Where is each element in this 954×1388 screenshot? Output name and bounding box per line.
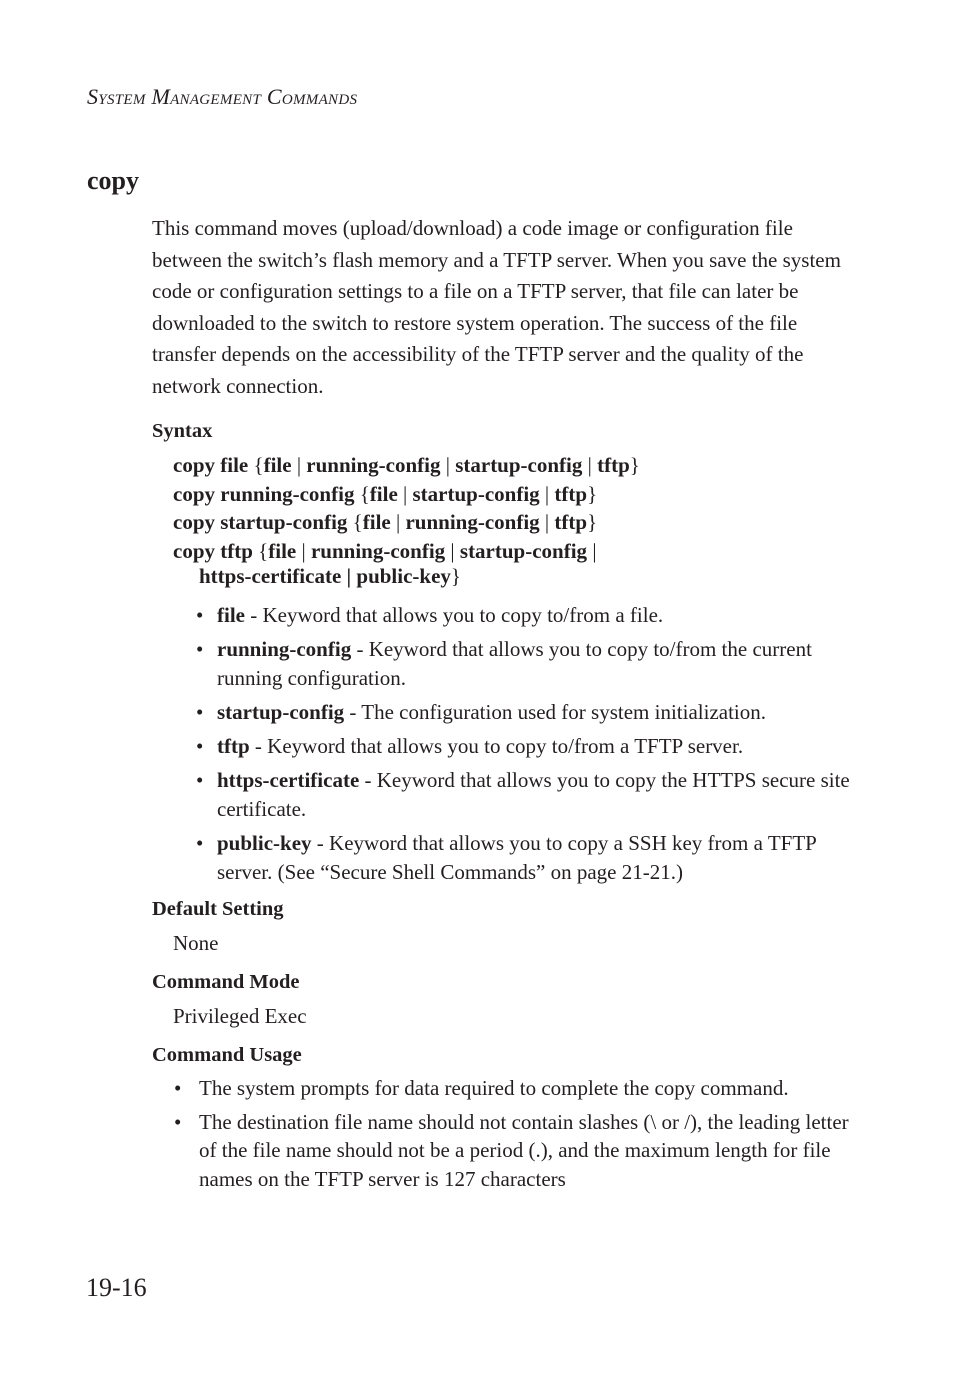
parameter-item: • tftp - Keyword that allows you to copy to/from a TFTP server.: [196, 734, 744, 758]
command-title: copy: [87, 166, 139, 195]
parameter-item: • running-config - Keyword that allows you to copy to/from the current running configuration.: [196, 637, 812, 690]
command-usage-heading: Command Usage: [152, 1044, 302, 1066]
syntax-command: copy running-config: [173, 481, 355, 506]
parameter-description: - Keyword that allows you to copy a SSH key from a TFTP server. (See “Secure Shell Commands” on page 21-21.): [217, 831, 817, 884]
syntax-line-copy-tftp: copy tftp {file | running-config | startup-config |: [173, 538, 597, 563]
parameter-keyword: public-key: [217, 831, 312, 855]
usage-item: • The system prompts for data required to complete the copy command.: [174, 1076, 789, 1100]
syntax-block: [173, 451, 852, 587]
usage-item: • The destination file name should not contain slashes (\ or /), the leading letter of the file name should not be a period (.), and the maximum length for file names on the TFTP server is 127 characters: [174, 1109, 849, 1191]
parameter-list: [152, 601, 852, 887]
parameter-description: - Keyword that allows you to copy the HTTPS secure site certificate.: [217, 768, 850, 821]
parameter-keyword: https-certificate: [217, 768, 360, 792]
command-mode-value: Privileged Exec: [173, 1004, 307, 1028]
syntax-line-copy-tftp-continued: https-certificate | public-key}: [199, 564, 462, 588]
parameter-description: - Keyword that allows you to copy to/from the current running configuration.: [217, 637, 812, 690]
default-setting-value: None: [173, 931, 219, 955]
syntax-heading: Syntax: [152, 420, 213, 442]
usage-text: The system prompts for data required to complete the copy command.: [199, 1076, 789, 1100]
syntax-command: copy tftp: [173, 538, 253, 563]
running-header: System Management Commands: [87, 84, 358, 109]
command-body: [152, 213, 852, 1198]
parameter-item: • public-key - Keyword that allows you to copy a SSH key from a TFTP server. (See “Secure Shell Commands” on page 21-21.): [196, 831, 817, 884]
usage-text: The destination file name should not contain slashes (\ or /), the leading letter of the file name should not be a period (.), and the maximum length for file names on the TFTP server is 127 characters: [199, 1109, 849, 1191]
parameter-item: • startup-config - The configuration used for system initialization.: [196, 700, 767, 724]
syntax-command: copy startup-config: [173, 510, 348, 534]
parameter-item: • https-certificate - Keyword that allows you to copy the HTTPS secure site certificate.: [196, 768, 850, 821]
syntax-command: copy file: [173, 453, 249, 477]
parameter-keyword: file: [217, 603, 245, 627]
default-setting-heading: Default Setting: [152, 898, 284, 920]
parameter-keyword: tftp: [217, 734, 250, 758]
syntax-line-copy-running-config: copy running-config {file | startup-config | tftp}: [173, 481, 598, 506]
command-description: This command moves (upload/download) a code image or configuration file between the switch’s flash memory and a TFTP server. When you save the system code or configuration settings to a file on a TFTP server, that file can later be downloaded to the switch to restore system operation. The success of the file transfer depends on the accessibility of the TFTP server and the quality of the network connection.: [152, 216, 841, 398]
parameter-description: - The configuration used for system initialization.: [344, 700, 767, 724]
parameter-description: - Keyword that allows you to copy to/from a file.: [244, 603, 664, 627]
syntax-line-copy-file: copy file {file | running-config | startup-config | tftp}: [173, 453, 640, 477]
command-usage-list: [152, 1074, 852, 1193]
page-number: 19-16: [86, 1273, 147, 1302]
parameter-item: • file - Keyword that allows you to copy to/from a file.: [196, 603, 664, 627]
parameter-keyword: running-config: [217, 637, 352, 661]
command-mode-heading: Command Mode: [152, 971, 300, 993]
parameter-keyword: startup-config: [217, 700, 345, 724]
parameter-description: - Keyword that allows you to copy to/from a TFTP server.: [249, 734, 744, 758]
syntax-line-copy-startup-config: copy startup-config {file | running-config | tftp}: [173, 510, 598, 534]
